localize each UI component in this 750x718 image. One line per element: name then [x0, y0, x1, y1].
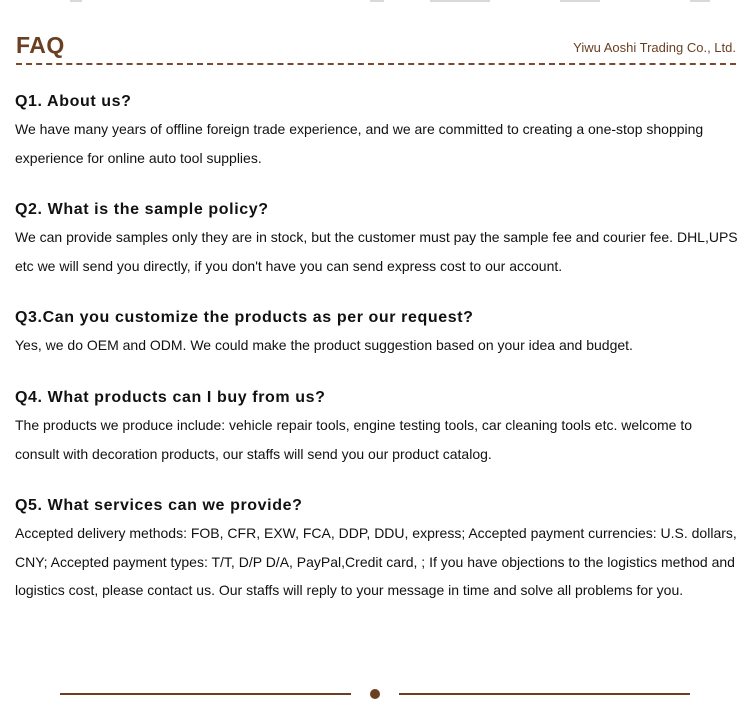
faq-answer: The products we produce include: vehicle repair tools, engine testing tools, car cleaning tools etc. welcome to consult with decoration products, our staffs will send you our product catalog.: [15, 416, 693, 462]
faq-question: Q3.Can you customize the products as per our request?: [15, 309, 474, 327]
faq-list: [15, 92, 740, 633]
faq-header: [16, 30, 736, 62]
footer-line-left: [60, 693, 351, 695]
footer-divider: [60, 684, 690, 704]
faq-item-4: [15, 388, 740, 468]
faq-answer: Accepted delivery methods: FOB, CFR, EXW, FCA, DDP, DDU, express; Accepted payment currencies: U.S. dollars, CNY; Accepted payment types: T/T, D/P D/A, PayPal,Credit card, ; If you have objections to the logistics method and logistics cost, please contact us. Our staffs will reply to your message in time and solve all problems for you.: [15, 525, 737, 599]
page-title: FAQ: [16, 32, 65, 58]
footer-dot-icon: [370, 689, 380, 699]
faq-question: Q1. About us?: [15, 93, 132, 110]
top-edge-remnant: [0, 0, 750, 4]
faq-item-5: [15, 496, 740, 605]
faq-question: Q4. What products can I buy from us?: [15, 388, 326, 406]
faq-item-1: [15, 92, 740, 172]
faq-item-2: [15, 200, 740, 280]
footer-line-right: [399, 693, 690, 695]
dashed-divider: [16, 63, 736, 65]
company-name: Yiwu Aoshi Trading Co., Ltd.: [573, 40, 736, 55]
faq-answer: We have many years of offline foreign trade experience, and we are committed to creating a one-stop shopping experience for online auto tool supplies.: [15, 121, 704, 166]
faq-question: Q2. What is the sample policy?: [15, 201, 269, 219]
faq-item-3: [15, 308, 740, 360]
faq-question: Q5. What services can we provide?: [15, 497, 303, 515]
faq-answer: We can provide samples only they are in stock, but the customer must pay the sample fee and courier fee. DHL,UPS etc we will send you directly, if you don't have you can send express cost to our account.: [15, 229, 738, 274]
faq-answer: Yes, we do OEM and ODM. We could make the product suggestion based on your idea and budget.: [15, 337, 633, 354]
